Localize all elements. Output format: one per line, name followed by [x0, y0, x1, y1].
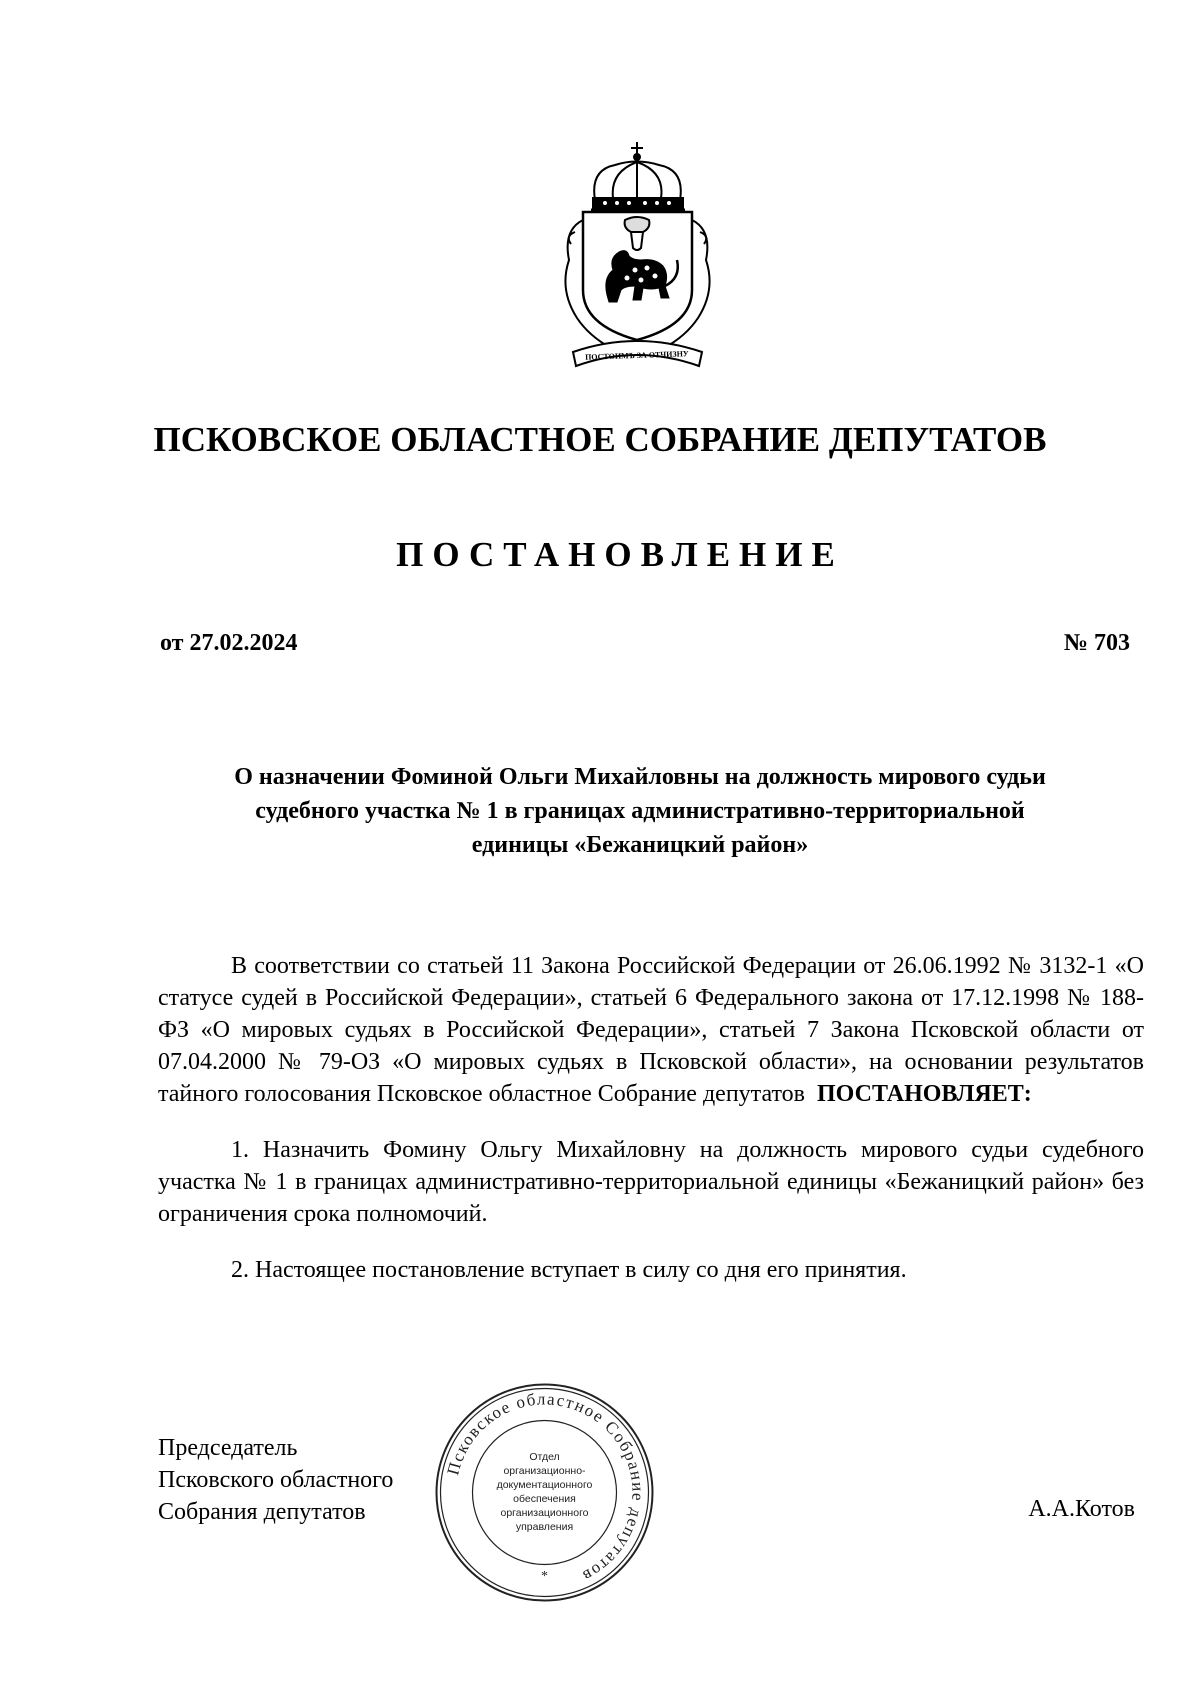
stamp-inner-line: Отдел — [529, 1451, 560, 1463]
emblem-motto: ПОСТОИМЪ ЗА ОТЧИЗНУ — [584, 349, 689, 362]
document-body — [158, 950, 1144, 1286]
signer-position-line: Председатель — [158, 1435, 298, 1461]
subject-line: судебного участка № 1 в границах административно-территориальной — [255, 798, 1025, 824]
stamp-inner-line: организационно- — [503, 1465, 586, 1477]
preamble-paragraph — [158, 950, 1144, 1110]
resolution-item-2: 2. Настоящее постановление вступает в силу со дня его принятия. — [231, 1257, 907, 1283]
coat-of-arms-icon — [555, 140, 720, 375]
resolution-item-1: 1. Назначить Фомину Ольгу Михайловну на должность мирового судьи судебного участка № 1 в границах административно-территориальной единицы «Бежаницкий район» без ограничения срока полномочий. — [158, 1137, 1144, 1227]
subject-line: единицы «Бежаницкий район» — [471, 832, 809, 858]
document-type: ПОСТАНОВЛЕНИЕ — [396, 535, 844, 574]
document-subject — [140, 760, 1140, 862]
stamp-inner-line: организационного — [500, 1507, 589, 1519]
signer-position-line: Псковского областного — [158, 1467, 394, 1493]
document-number: № 703 — [1063, 630, 1130, 656]
stamp-inner-line: управления — [515, 1521, 574, 1533]
signer-name: А.А.Котов — [1028, 1496, 1135, 1522]
preamble-text: В соответствии со статьей 11 Закона Российской Федерации от 26.06.1992 № 3132-1 «О статусе судей в Российской Федерации», статьей 6 Федерального закона от 17.12.1998 № 188-ФЗ «О мировых судьях в Российской Федерации», статьей 7 Закона Псковской области от 07.04.2000 № 79-ОЗ «О мировых судьях в Псковской области», на основании результатов тайного голосования Псковское областное Собрание депутатов — [158, 953, 1144, 1107]
resolves-keyword: ПОСТАНОВЛЯЕТ: — [816, 1081, 1032, 1107]
official-stamp — [432, 1380, 657, 1605]
stamp-inner-line: обеспечения — [513, 1493, 576, 1505]
document-date: от 27.02.2024 — [160, 630, 298, 656]
star-icon: * — [541, 1569, 548, 1584]
subject-line: О назначении Фоминой Ольги Михайловны на должность мирового судьи — [234, 764, 1046, 790]
signer-position — [158, 1432, 393, 1528]
signer-position-line: Собрания депутатов — [158, 1499, 366, 1525]
organization-title: ПСКОВСКОЕ ОБЛАСТНОЕ СОБРАНИЕ ДЕПУТАТОВ — [153, 420, 1047, 459]
stamp-inner-line: документационного — [496, 1479, 593, 1491]
stamp-ring-text: Псковское областное Собрание депутатов — [443, 1389, 648, 1587]
